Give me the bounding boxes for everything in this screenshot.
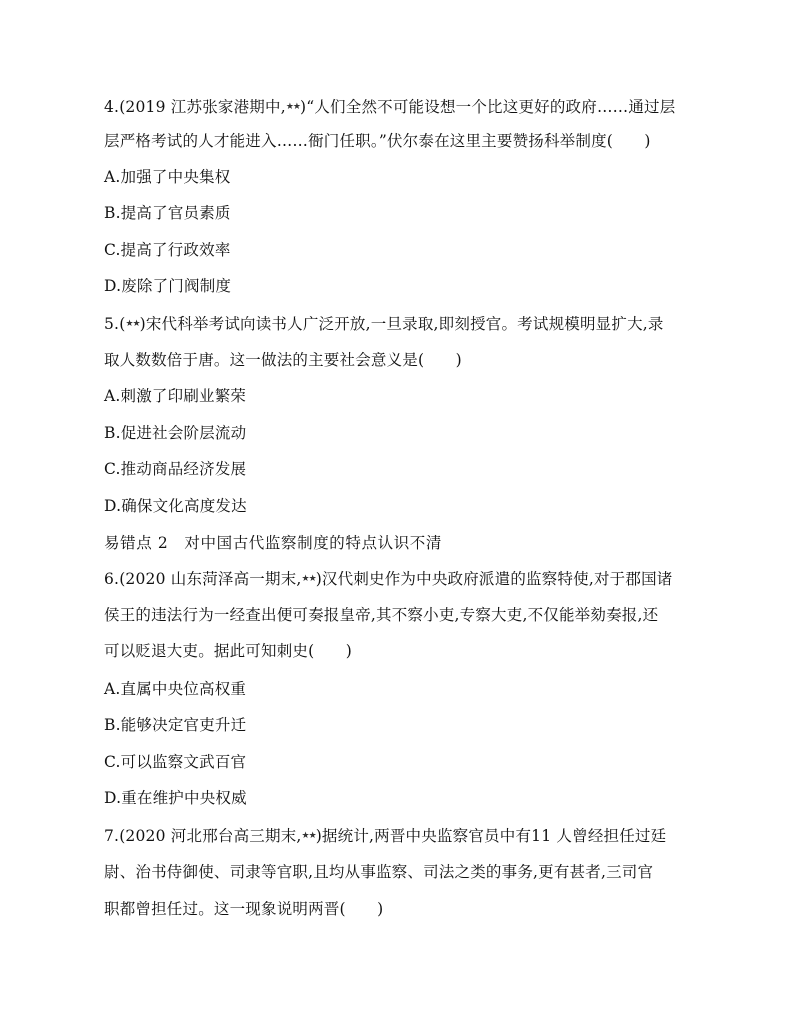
q6-option-b: B.能够决定官吏升迁 <box>104 716 247 734</box>
stem-text: 侯王的违法行为一经查出便可奏报皇帝,其不察小吏,专察大吏,不仅能举劾奏报,还 <box>104 606 659 624</box>
difficulty-star-icon: ★★ <box>125 319 140 329</box>
document-page <box>104 0 704 1025</box>
q4-option-b: B.提高了官员素质 <box>104 204 231 222</box>
stem-text: 7.(2020 河北邢台高三期末, <box>104 827 302 845</box>
stem-text: 尉、治书侍御使、司隶等官职,且均从事监察、司法之类的事务,更有甚者,三司官 <box>104 863 654 881</box>
stem-text: )“人们全然不可能设想一个比这更好的政府……通过层 <box>299 98 676 116</box>
q4-option-d: D.废除了门阀制度 <box>104 277 232 295</box>
q5-option-d: D.确保文化高度发达 <box>104 497 247 515</box>
q6-option-a: A.直属中央位高权重 <box>104 680 247 698</box>
stem-text: 职都曾担任过。这一现象说明两晋( ) <box>104 900 384 918</box>
q5-option-b: B.促进社会阶层流动 <box>104 424 247 442</box>
q6-option-d: D.重在维护中央权威 <box>104 789 247 807</box>
q4-option-c: C.提高了行政效率 <box>104 241 231 259</box>
stem-text: 可以贬退大吏。据此可知刺史( ) <box>104 642 352 660</box>
difficulty-star-icon: ★★ <box>301 574 316 584</box>
q7-stem-line-2 <box>104 862 653 882</box>
stem-text: 6.(2020 山东菏泽高一期末, <box>104 570 302 588</box>
q7-stem-line-1 <box>104 826 666 846</box>
q5-stem-line-1 <box>104 314 664 334</box>
stem-text: 取人数数倍于唐。这一做法的主要社会意义是( ) <box>104 351 462 369</box>
difficulty-star-icon: ★★ <box>301 831 316 841</box>
stem-text: 4.(2019 江苏张家港期中, <box>104 98 286 116</box>
stem-text: )宋代科举考试向读书人广泛开放,一旦录取,即刻授官。考试规模明显扩大,录 <box>139 315 664 333</box>
q4-stem-line-2 <box>104 131 651 151</box>
q6-stem-line-1 <box>104 569 672 589</box>
q4-stem-line-1 <box>104 97 675 117</box>
q6-stem-line-2 <box>104 605 658 625</box>
stem-text: )汉代刺史作为中央政府派遣的监察特使,对于郡国诸 <box>315 570 673 588</box>
q5-stem-line-2 <box>104 350 462 370</box>
q6-option-c: C.可以监察文武百官 <box>104 753 247 771</box>
stem-text: 层严格考试的人才能进入……衙门任职。”伏尔泰在这里主要赞扬科举制度( ) <box>104 132 651 150</box>
q5-option-c: C.推动商品经济发展 <box>104 460 247 478</box>
q7-stem-line-3 <box>104 899 383 919</box>
q6-stem-line-3 <box>104 641 352 661</box>
difficulty-star-icon: ★★ <box>285 102 300 112</box>
q4-option-a: A.加强了中央集权 <box>104 168 231 186</box>
stem-text: )据统计,两晋中央监察官员中有11 人曾经担任过廷 <box>315 827 667 845</box>
section-title: 易错点 2 对中国古代监察制度的特点认识不清 <box>104 534 442 552</box>
stem-text: 5.( <box>104 315 126 333</box>
q5-option-a: A.刺激了印刷业繁荣 <box>104 387 247 405</box>
